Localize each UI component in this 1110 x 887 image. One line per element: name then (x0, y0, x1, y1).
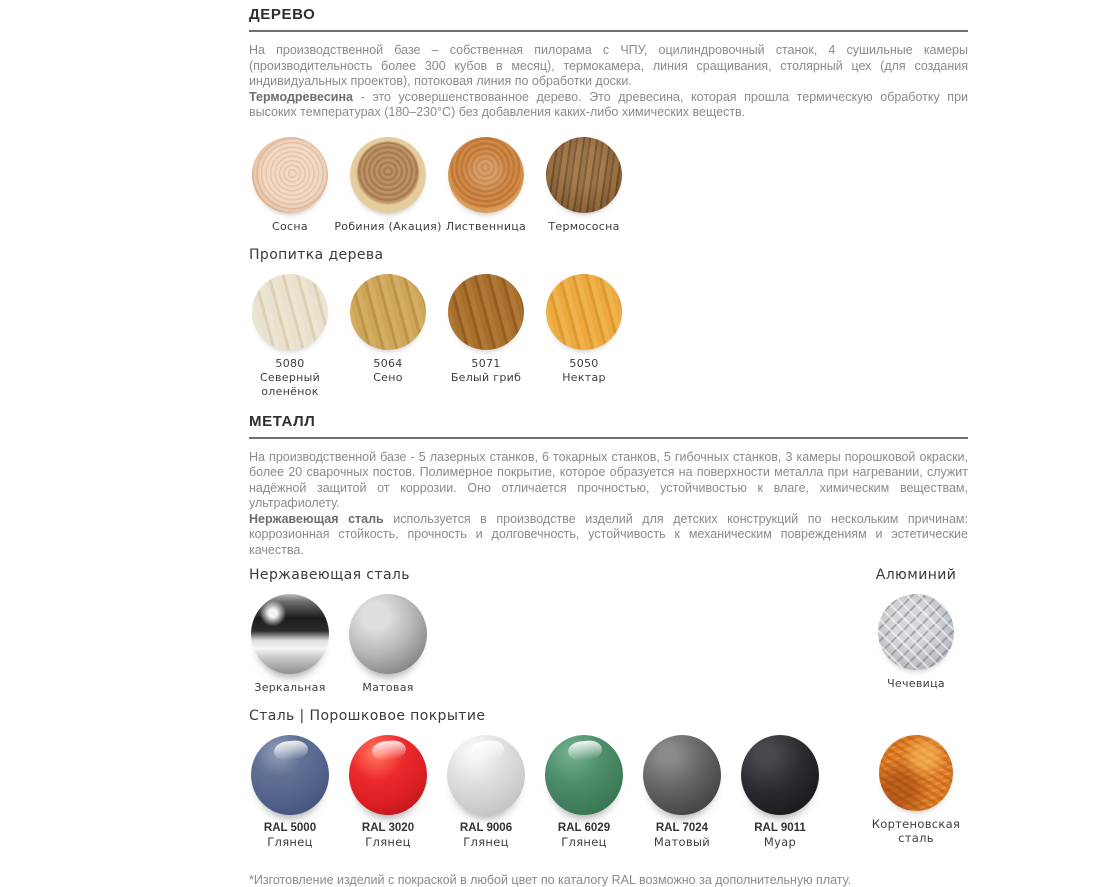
wood-paragraph: На производственной базе – собственная пилорама с ЧПУ, оцилиндровочный станок, 4 сушильные камеры (производительность более 300 кубов в месяц), термокамера, линия сращивания, столярный цех (для создания индивидуальных проектов), потоковая линия по обработки доски. (249, 43, 968, 88)
powder-swatch-label (558, 821, 610, 849)
powder-coating-heading: Сталь | Порошковое покрытие (249, 708, 486, 724)
powder-swatch-corten-image (879, 735, 953, 811)
metal-term-rest: используется в производстве изделий для детских конструкций по нескольким причинам: коррозионная стойкость, прочность и долговечность, устойчивость к механическим повреждениям и эстетические качества. (249, 511, 968, 557)
wood-term-rest: - это усовершенствованное дерево. Это древесина, которая прошла термическую обработку при высоких температурах (180–230°C) без добавления каких-либо химических веществ. (249, 89, 968, 119)
wood-swatch-label: Робиния (Акация) (334, 219, 442, 233)
impregnation-swatch-5071-image (448, 274, 524, 350)
ral-code: RAL 9011 (754, 822, 806, 834)
ral-finish: Матовый (653, 835, 711, 849)
ral-finish: Глянец (267, 835, 313, 849)
powder-swatch-ral9011 (731, 735, 829, 849)
impregnation-swatch-5080 (241, 274, 339, 399)
impregnation-swatch-5064 (339, 274, 437, 399)
wood-section-heading: ДЕРЕВО (249, 6, 968, 32)
aluminum-heading: Алюминий (875, 567, 957, 583)
metal-description (249, 450, 968, 559)
aluminum-block (864, 566, 968, 691)
metal-section-heading: МЕТАЛЛ (249, 413, 968, 439)
impregnation-name: Белый гриб (450, 370, 522, 384)
stainless-heading: Нержавеющая сталь (249, 567, 410, 583)
ral-code: RAL 6029 (557, 822, 611, 834)
powder-swatch-ral5000-image (251, 735, 329, 815)
powder-swatch-ral3020 (339, 735, 437, 849)
aluminum-swatch-label: Чечевица (887, 677, 945, 690)
stainless-swatch-mirror (241, 594, 339, 695)
ral-finish: Глянец (365, 835, 411, 849)
wood-swatch-robinia (334, 137, 442, 234)
powder-swatch-label (654, 821, 710, 849)
impregnation-code: 5071 (471, 356, 501, 370)
ral-finish: Глянец (561, 835, 607, 849)
powder-swatch-ral9006 (437, 735, 535, 849)
ral-footnote: *Изготовление изделий с покраской в любой цвет по каталогу RAL возможно за дополнительную плату. (249, 873, 852, 887)
aluminum-swatch-chechevitsa-image (878, 594, 954, 670)
powder-swatch-ral7024-image (643, 735, 721, 815)
impregnation-swatch-label (373, 357, 403, 385)
impregnation-swatch-label (241, 357, 339, 399)
powder-swatch-label: Кортеновская сталь (871, 817, 961, 845)
powder-swatch-label (264, 821, 316, 849)
impregnation-heading: Пропитка дерева (249, 246, 384, 263)
ral-finish: Муар (763, 835, 797, 849)
wood-species-row (241, 137, 968, 234)
impregnation-swatch-5064-image (350, 274, 426, 350)
wood-swatch-label: Лиственница (445, 219, 527, 233)
impregnation-name: Северный оленёнок (259, 370, 321, 398)
wood-description (249, 43, 968, 121)
stainless-block (249, 566, 437, 695)
metal-term-bold: Нержавеющая сталь (249, 511, 384, 526)
wood-swatch-thermososna-image (546, 137, 622, 213)
powder-swatch-label (460, 821, 512, 849)
stainless-swatch-matte-image (349, 594, 427, 674)
impregnation-swatch-5080-image (252, 274, 328, 350)
impregnation-name: Сено (373, 370, 403, 384)
wood-swatch-robinia-image (350, 137, 426, 213)
stainless-aluminum-section (249, 566, 968, 695)
wood-swatch-label: Сосна (272, 219, 308, 233)
powder-swatch-ral7024 (633, 735, 731, 849)
metal-term-paragraph (249, 512, 968, 559)
powder-swatch-ral3020-image (349, 735, 427, 815)
stainless-swatch-matte (339, 594, 437, 695)
powder-swatch-label (754, 821, 806, 849)
impregnation-row (241, 274, 968, 399)
stainless-swatch-label: Матовая (362, 681, 414, 694)
impregnation-swatch-label (451, 357, 521, 385)
powder-swatch-ral5000 (241, 735, 339, 849)
stainless-swatch-mirror-image (251, 594, 329, 674)
powder-swatch-label (362, 821, 414, 849)
ral-code: RAL 9006 (459, 822, 513, 834)
wood-swatch-sosna (241, 137, 339, 234)
wood-swatch-listvennitsa (437, 137, 535, 234)
wood-swatch-sosna-image (252, 137, 328, 213)
impregnation-swatch-5050-image (546, 274, 622, 350)
powder-swatch-corten (864, 735, 968, 849)
wood-swatch-listvennitsa-image (448, 137, 524, 213)
catalog-page (249, 0, 968, 887)
impregnation-code: 5080 (275, 356, 305, 370)
metal-paragraph: На производственной базе - 5 лазерных станков, 6 токарных станков, 5 гибочных станков, 3 камеры порошковой окраски, более 20 сварочных постов. Полимерное покрытие, которое образуется на поверхности металла при нагревании, служит надёжной защитой от коррозии. Оно отличается прочностью, устойчивостью к влаге, химическим веществам, ультрафиолету. (249, 449, 968, 510)
ral-finish: Глянец (463, 835, 509, 849)
wood-swatch-thermososna (535, 137, 633, 234)
ral-code: RAL 7024 (655, 822, 709, 834)
impregnation-code: 5064 (373, 356, 403, 370)
powder-coating-row (241, 735, 968, 849)
powder-swatch-ral6029 (535, 735, 633, 849)
ral-code: RAL 5000 (263, 822, 317, 834)
impregnation-code: 5050 (569, 356, 599, 370)
wood-term-bold: Термодревесина (249, 89, 353, 104)
impregnation-swatch-5071 (437, 274, 535, 399)
impregnation-name: Нектар (562, 370, 606, 384)
wood-swatch-label: Термососна (548, 219, 620, 233)
impregnation-swatch-label (562, 357, 606, 385)
powder-swatch-ral9006-image (447, 735, 525, 815)
stainless-row (241, 594, 437, 695)
stainless-swatch-label: Зеркальная (254, 681, 326, 694)
impregnation-swatch-5050 (535, 274, 633, 399)
powder-swatch-ral9011-image (741, 735, 819, 815)
ral-code: RAL 3020 (361, 822, 415, 834)
powder-swatch-ral6029-image (545, 735, 623, 815)
wood-term-paragraph (249, 90, 968, 121)
